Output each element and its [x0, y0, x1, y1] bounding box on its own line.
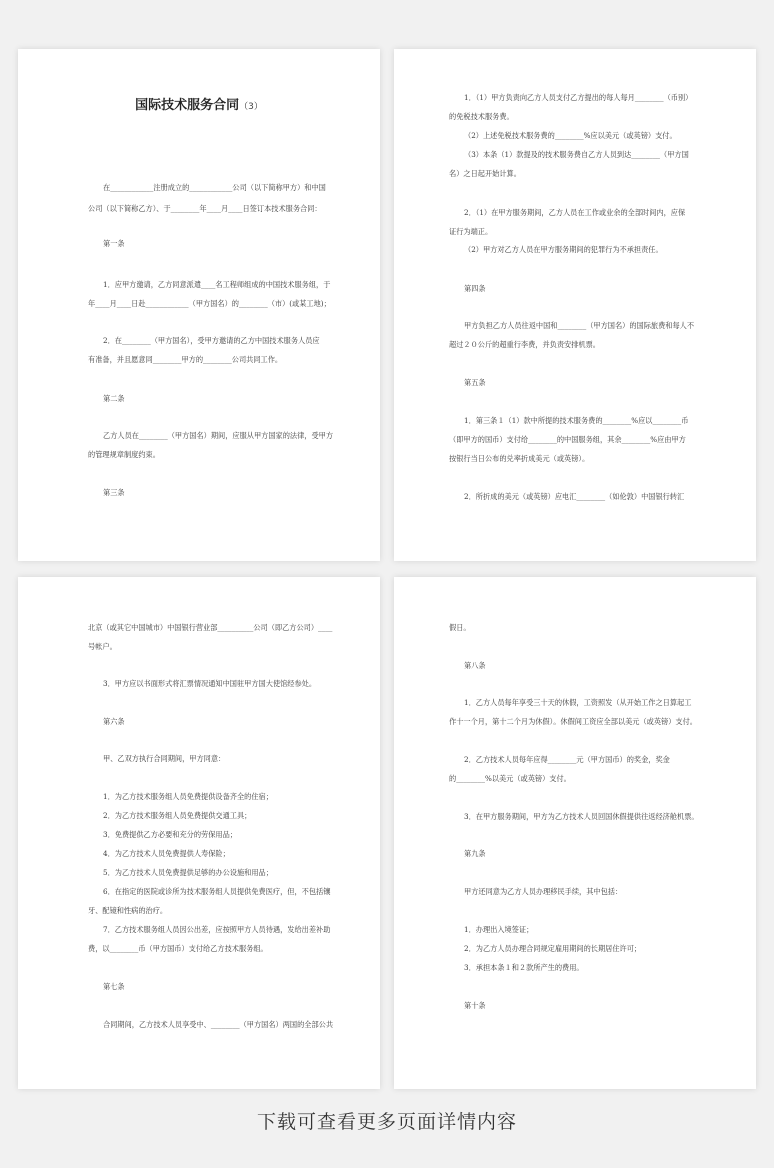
download-more-caption: 下载可查看更多页面详情内容: [256, 1111, 517, 1133]
list-item: 4．为乙方技术人员免费提供人寿保险；: [103, 849, 230, 858]
paragraph-line: 年____月____日赴____________（甲方国名）的________（市）(或某工地)；: [88, 299, 331, 308]
paragraph-line: 按银行当日公布的兑率折成美元（或英镑）。: [449, 454, 590, 463]
paragraph-line: 1．第三条１（1）款中所提的技术服务费的________%应以________币: [464, 416, 689, 425]
paragraph-line: 在____________注册成立的____________公司（以下简称甲方）和中国: [103, 183, 326, 192]
document-page-2: [394, 49, 756, 561]
paragraph-line: 2．（1）在甲方服务期间，乙方人员在工作或业余的全部时间内，应保: [464, 208, 686, 217]
paragraph-line: 超过２０公斤的超重行李费，并负责安排机票。: [449, 340, 600, 349]
article-heading: 第一条: [103, 239, 125, 248]
paragraph-line: 乙方人员在________（甲方国名）期间，应服从甲方国家的法律，受甲方: [103, 431, 334, 440]
paragraph-line: 甲、乙双方执行合同期间，甲方同意：: [103, 754, 226, 763]
paragraph-line: 的免税技术服务费。: [449, 112, 514, 121]
document-page-1: [18, 49, 380, 561]
list-item: 1．为乙方技术服务组人员免费提供设备齐全的住宿；: [103, 792, 273, 801]
article-heading: 第十条: [464, 1001, 486, 1010]
list-item: 6．在指定的医院或诊所为技术服务组人员提供免费医疗，但，不包括镶: [103, 887, 331, 896]
paragraph-line: 3．甲方应以书面形式将汇票情况通知中国驻甲方国大使馆经参处。: [103, 679, 317, 688]
list-item: 费，以________币（甲方国币）支付给乙方技术服务组。: [88, 944, 268, 953]
article-heading: 第六条: [103, 717, 125, 726]
article-heading: 第九条: [464, 849, 486, 858]
list-item: 5．为乙方技术人员免费提供足够的办公设施和用品；: [103, 868, 273, 877]
list-item: 2．为乙方人员办理合同规定雇用期间的长期居住许可；: [464, 944, 642, 953]
article-heading: 第七条: [103, 982, 125, 991]
article-heading: 第四条: [464, 284, 486, 293]
paragraph-line: 1．应甲方邀请，乙方同意派遣____名工程师组成的中国技术服务组，于: [103, 280, 331, 289]
paragraph-line: 2．所折成的美元（或英镑）应电汇________（如伦敦）中国银行转汇: [464, 492, 685, 501]
paragraph-line: （2）甲方对乙方人员在甲方服务期间的犯罪行为不承担责任。: [464, 245, 663, 254]
paragraph-line: （即甲方的国币）支付给________的中国服务组，其余________%应由甲方: [449, 435, 686, 444]
paragraph-line: 北京（或其它中国城市）中国银行营业部__________公司（即乙方公司）____: [88, 623, 333, 632]
article-heading: 第五条: [464, 378, 486, 387]
paragraph-line: 1．（1）甲方负责向乙方人员支付乙方提出的每人每月________（币别）: [464, 93, 693, 102]
paragraph-line: 名）之日起开始计算。: [449, 169, 521, 178]
paragraph-line: 的管理规章制度约束。: [88, 450, 160, 459]
list-item: 3．免费提供乙方必要和充分的劳保用品；: [103, 830, 237, 839]
paragraph-line: 作十一个月，第十二个月为休假）。休假间工资应全部以美元（或英镑）支付。: [449, 717, 697, 726]
paragraph-line: 的________%以美元（或英镑）支付。: [449, 774, 571, 783]
paragraph-line: 公司（以下简称乙方）、于________年____月____日签订本技术服务合同：: [88, 204, 322, 213]
paragraph-line: （2）上述免税技术服务费的________%应以美元（或英镑）支付。: [464, 131, 677, 140]
article-heading: 第八条: [464, 661, 486, 670]
paragraph-line: 证行为端正。: [449, 227, 493, 236]
list-item: 2．为乙方技术服务组人员免费提供交通工具；: [103, 811, 252, 820]
article-heading: 第三条: [103, 488, 125, 497]
paragraph-line: 1．乙方人员每年享受三十天的休假，工资照发（从开始工作之日算起工: [464, 698, 692, 707]
document-page-4: [394, 577, 756, 1089]
list-item: 3．承担本条１和２款所产生的费用。: [464, 963, 584, 972]
paragraph-line: 3．在甲方服务期间，甲方为乙方技术人员回国休假提供往返经济舱机票。: [464, 812, 699, 821]
paragraph-line: 甲方还同意为乙方人员办理移民手续，其中包括：: [464, 887, 623, 896]
paragraph-line: 2．乙方技术人员每年应得________元（甲方国币）的奖金，奖金: [464, 755, 670, 764]
list-item: 7．乙方技术服务组人员因公出差，应按照甲方人员待遇，发给出差补助: [103, 925, 331, 934]
paragraph-line: 号帐户。: [88, 642, 117, 651]
paragraph-line: 合同期间，乙方技术人员享受中、________（甲方国名）两国的全部公共: [103, 1020, 334, 1029]
paragraph-line: 甲方负担乙方人员往返中国和________（甲方国名）的国际旅费和每人不: [464, 321, 695, 330]
article-heading: 第二条: [103, 394, 125, 403]
paragraph-line: 假日。: [449, 623, 471, 632]
paragraph-line: 2．在________（甲方国名），受甲方邀请的乙方中国技术服务人员应: [103, 336, 320, 345]
document-page-3: [18, 577, 380, 1089]
document-title: 国际技术服务合同（3）: [135, 98, 263, 113]
paragraph-line: 有准备，并且愿意同________甲方的________公司共同工作。: [88, 355, 283, 364]
paragraph-line: （3）本条（1）款提及的技术服务费自乙方人员到达________（甲方国: [464, 150, 689, 159]
list-item: 1．办理出入境签证；: [464, 925, 534, 934]
list-item: 牙、配镜和性病的治疗。: [88, 906, 168, 915]
